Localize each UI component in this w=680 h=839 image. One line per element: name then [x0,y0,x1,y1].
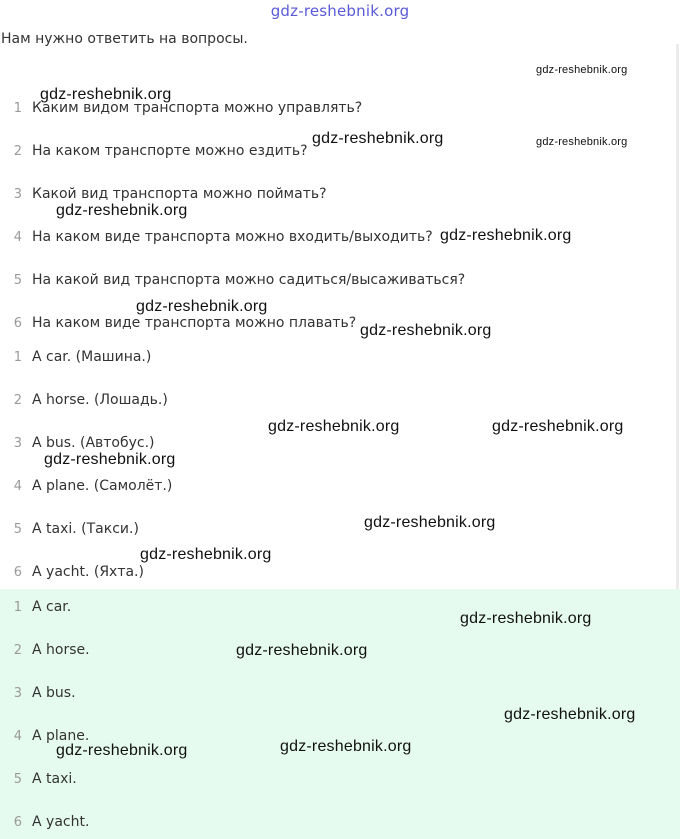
answer-number: 6 [13,564,22,580]
answer-text: A car. (Машина.) [32,349,152,365]
question-number: 3 [13,186,22,202]
answer-number: 1 [13,599,22,615]
answer-number: 4 [13,728,22,744]
answer-number: 6 [13,814,22,830]
watermark: gdz-reshebnik.org [536,136,628,148]
answer-number: 5 [13,521,22,537]
question-item [0,312,680,334]
question-item [0,226,680,248]
translated-answer-item [0,518,680,540]
answer-item [0,811,680,833]
question-item [0,269,680,291]
translated-answer-item [0,389,680,411]
answer-text: A yacht. [32,814,90,830]
question-text: На каком транспорте можно ездить? [32,143,308,159]
answer-text: A plane. [32,728,90,744]
header-watermark: gdz-reshebnik.org [270,2,410,20]
answer-item [0,682,680,704]
answer-number: 5 [13,771,22,787]
watermark: gdz-reshebnik.org [236,642,368,659]
watermark: gdz-reshebnik.org [268,418,400,435]
watermark: gdz-reshebnik.org [44,451,176,468]
answer-number: 1 [13,349,22,365]
answer-number: 2 [13,642,22,658]
answer-text: A horse. (Лошадь.) [32,392,168,408]
watermark: gdz-reshebnik.org [140,546,272,563]
intro-text: Нам нужно ответить на вопросы. [1,31,248,47]
question-number: 2 [13,143,22,159]
answer-text: A bus. (Автобус.) [32,435,155,451]
translated-answer-item [0,475,680,497]
question-number: 4 [13,229,22,245]
translated-answer-item [0,561,680,583]
watermark: gdz-reshebnik.org [56,202,188,219]
answer-text: A taxi. (Такси.) [32,521,139,537]
watermark: gdz-reshebnik.org [360,322,492,339]
answer-text: A bus. [32,685,76,701]
answer-text: A plane. (Самолёт.) [32,478,173,494]
question-text: Каким видом транспорта можно управлять? [32,100,363,116]
answer-number: 2 [13,392,22,408]
translated-answer-item [0,346,680,368]
watermark: gdz-reshebnik.org [440,227,572,244]
watermark: gdz-reshebnik.org [56,742,188,759]
watermark: gdz-reshebnik.org [364,514,496,531]
answer-number: 3 [13,435,22,451]
question-number: 5 [13,272,22,288]
watermark: gdz-reshebnik.org [536,64,628,76]
watermark: gdz-reshebnik.org [460,610,592,627]
watermark: gdz-reshebnik.org [136,298,268,315]
watermark: gdz-reshebnik.org [504,706,636,723]
watermark: gdz-reshebnik.org [492,418,624,435]
watermark: gdz-reshebnik.org [40,86,172,103]
question-number: 1 [13,100,22,116]
watermark: gdz-reshebnik.org [280,738,412,755]
answer-text: A taxi. [32,771,77,787]
question-text: На каком виде транспорта можно входить/выходить? [32,229,433,245]
watermark: gdz-reshebnik.org [312,130,444,147]
question-number: 6 [13,315,22,331]
question-text: На каком виде транспорта можно плавать? [32,315,357,331]
answer-number: 4 [13,478,22,494]
answer-number: 3 [13,685,22,701]
answer-text: A yacht. (Яхта.) [32,564,144,580]
answer-text: A horse. [32,642,90,658]
question-text: Какой вид транспорта можно поймать? [32,186,327,202]
answer-item [0,768,680,790]
question-text: На какой вид транспорта можно садиться/высаживаться? [32,272,466,288]
answer-text: A car. [32,599,72,615]
